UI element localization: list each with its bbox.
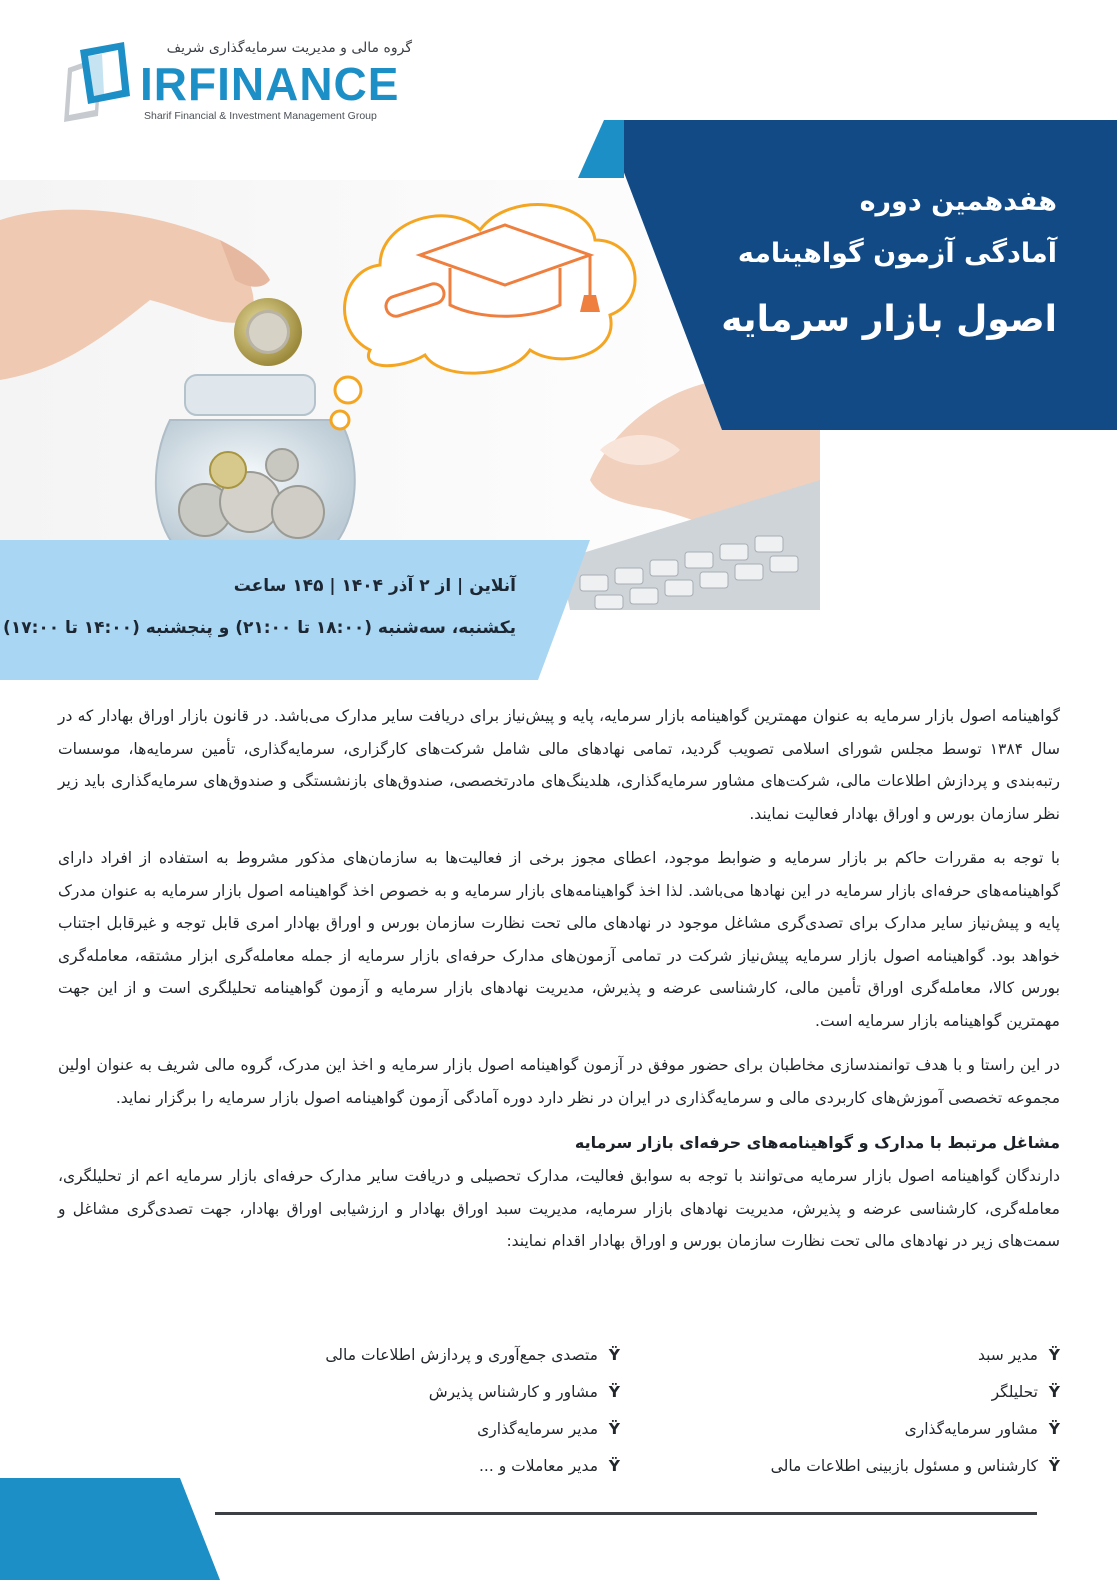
list-item	[700, 1374, 1060, 1411]
related-jobs-heading: مشاغل مرتبط با مدارک و گواهینامه‌های حرفه‌ای بازار سرمایه	[574, 1133, 1060, 1152]
course-title-line2: آمادگی آزمون گواهینامه	[737, 238, 1057, 269]
job-title: مدیر سبد	[977, 1346, 1038, 1364]
course-format-and-dates: آنلاین | از ۲ آذر ۱۴۰۴ | ۱۴۵ ساعت	[233, 576, 516, 596]
list-item	[260, 1448, 620, 1485]
list-item	[700, 1411, 1060, 1448]
brand-name-fa: گروه مالی و مدیریت سرمایه‌گذاری شریف	[166, 40, 412, 56]
course-description	[58, 700, 1060, 1280]
job-title: مشاور سرمایه‌گذاری	[904, 1420, 1038, 1438]
course-goal-paragraph: در این راستا و با هدف توانمندسازی مخاطبان برای حضور موفق در آزمون گواهینامه اصول بازار سرمایه و اخذ این مدرک، گروه مالی شریف به عنوان اولین مجموعه تخصصی آموزش‌های کاربردی مالی و سرمایه‌گذاری در ایران در نظر دارد دوره آمادگی آزمون گواهینامه اصول بازار سرمایه را برگزار نماید.	[58, 1056, 1060, 1107]
bullet-icon: Ÿ	[1048, 1346, 1060, 1364]
job-title: مدیر سرمایه‌گذاری	[477, 1420, 598, 1438]
logo-mark-icon	[58, 42, 132, 122]
list-item	[700, 1337, 1060, 1374]
jobs-column-left	[260, 1337, 620, 1485]
list-item	[260, 1411, 620, 1448]
list-item	[260, 1374, 620, 1411]
job-title: متصدی جمع‌آوری و پردازش اطلاعات مالی	[325, 1346, 598, 1364]
bullet-icon: Ÿ	[1048, 1420, 1060, 1438]
bullet-icon: Ÿ	[608, 1457, 620, 1475]
related-jobs-paragraph: دارندگان گواهینامه اصول بازار سرمایه می‌توانند با توجه به سوابق فعالیت، مدارک تحصیلی و دریافت سایر مدارک حرفه‌ای بازار سرمایه اعم از تحلیلگری، معامله‌گری، کارشناسی عرضه و پذیرش، مدیریت نهادهای بازار سرمایه، مدیریت سبد اوراق بهادار و ارزشیابی اوراق بهادار، جهت تصدی‌گری مشاغل و سمت‌های زیر در نهادهای مالی تحت نظارت سازمان بورس و اوراق بهادار اقدام نمایند:	[58, 1167, 1060, 1250]
bullet-icon: Ÿ	[608, 1420, 620, 1438]
job-title: تحلیلگر	[991, 1383, 1038, 1401]
footer-divider	[215, 1512, 1037, 1515]
bullet-icon: Ÿ	[1048, 1457, 1060, 1475]
jobs-column-right	[700, 1337, 1060, 1485]
job-title: مدیر معاملات و ...	[479, 1457, 598, 1475]
brand-tagline: Sharif Financial & Investment Management Group	[144, 110, 377, 122]
bullet-icon: Ÿ	[608, 1383, 620, 1401]
regulation-paragraph: با توجه به مقررات حاکم بر بازار سرمایه و ضوابط موجود، اعطای مجوز برخی از فعالیت‌ها به سازمان‌های مذکور مشروط به استفاده از افراد دارای گواهینامه‌های حرفه‌ای بازار سرمایه در این نهادها می‌باشد. لذا اخذ گواهینامه‌های بازار سرمایه و به خصوص اخذ گواهینامه اصول بازار سرمایه به عنوان مدرک پایه و پیش‌نیاز سایر مدارک برای تصدی‌گری مشاغل موجود در نهادهای مالی تحت نظارت سازمان بورس و اوراق بهادار امری قابل توجه و غیرقابل اجتناب خواهد بود. گواهینامه اصول بازار سرمایه پیش‌نیاز شرکت در تمامی آزمون‌های مدارک حرفه‌ای بازار سرمایه از جمله معامله‌گری ابزار مشتقه، معامله‌گری بورس کالا، معامله‌گری اوراق تأمین مالی، کارشناسی عرضه و پذیرش، مدیریت نهادهای بازار سرمایه و آزمون گواهینامه تحلیلگری است و از این جهت مهمترین گواهینامه بازار سرمایه است.	[58, 849, 1060, 1030]
course-title	[637, 180, 1057, 356]
course-weekly-schedule: یکشنبه، سه‌شنبه (۱۸:۰۰ تا ۲۱:۰۰) و پنجشنبه (۱۴:۰۰ تا ۱۷:۰۰)	[3, 618, 516, 638]
job-title: مشاور و کارشناس پذیرش	[428, 1383, 598, 1401]
course-schedule	[3, 565, 516, 649]
footer-decoration	[0, 1478, 220, 1580]
job-title: کارشناس و مسئول بازبینی اطلاعات مالی	[770, 1457, 1038, 1475]
intro-paragraph: گواهینامه اصول بازار سرمایه به عنوان مهمترین گواهینامه بازار سرمایه، پایه و پیش‌نیاز برای دریافت سایر مدارک می‌باشد. در قانون بازار اوراق بهادار که در سال ۱۳۸۴ توسط مجلس شورای اسلامی تصویب گردید، تمامی نهادهای مالی شامل شرکت‌های کارگزاری، سرمایه‌گذاری، تأمین سرمایه‌ها، موسسات رتبه‌بندی و پردازش اطلاعات مالی، شرکت‌های مشاور سرمایه‌گذاری، هلدینگ‌های مادرتخصصی، صندوق‌های بازنشستگی و صندوق‌های سرمایه‌گذاری باید زیر نظر سازمان بورس و اوراق بهادار فعالیت نمایند.	[58, 707, 1060, 823]
list-item	[700, 1448, 1060, 1485]
brand-logo	[58, 40, 418, 130]
course-title-line3: اصول بازار سرمایه	[721, 299, 1057, 340]
course-title-line1: هفدهمین دوره	[859, 186, 1057, 217]
list-item	[260, 1337, 620, 1374]
brand-name-en: IRFINANCE	[140, 58, 400, 110]
hero-section	[0, 120, 1117, 680]
bullet-icon: Ÿ	[608, 1346, 620, 1364]
bullet-icon: Ÿ	[1048, 1383, 1060, 1401]
